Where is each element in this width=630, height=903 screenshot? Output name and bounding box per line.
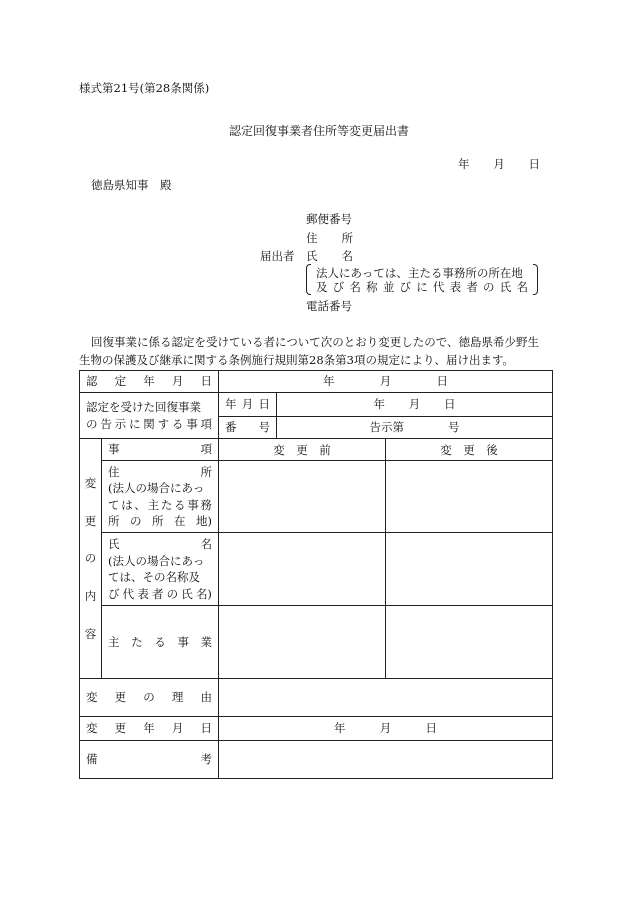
approval-date-label: 認 定 年 月 日 bbox=[80, 371, 219, 393]
change-content-label: 変 更 の 内 容 bbox=[80, 439, 102, 679]
change-reason-field[interactable] bbox=[219, 679, 553, 717]
postal-code-label: 郵便番号 bbox=[306, 212, 352, 226]
form-number: 様式第21号(第28条関係) bbox=[79, 81, 210, 95]
business-item-label: 主 た る 事 業 bbox=[102, 606, 219, 679]
change-reason-label: 変 更 の 理 由 bbox=[80, 679, 219, 717]
notifier-label: 届出者 bbox=[260, 249, 295, 263]
form-title: 認定回復事業者住所等変更届出書 bbox=[229, 124, 410, 138]
notice-number-label: 番 号 bbox=[219, 417, 277, 439]
phone-label: 電話番号 bbox=[306, 299, 352, 313]
business-after-field[interactable] bbox=[386, 606, 553, 679]
body-text-line2: 生物の保護及び継承に関する条例施行規則第28条第3項の規定により、届け出ます。 bbox=[79, 353, 515, 367]
notice-date-value[interactable]: 年 月 日 bbox=[277, 393, 553, 417]
notice-number-value[interactable]: 告示第 号 bbox=[277, 417, 553, 439]
remarks-field[interactable] bbox=[219, 741, 553, 779]
address-label: 住 所 bbox=[306, 231, 353, 245]
remarks-label: 備 考 bbox=[80, 741, 219, 779]
business-before-field[interactable] bbox=[219, 606, 386, 679]
notice-matters-label: 認定を受けた回復事業 の 告 示 に 関 す る 事 項 bbox=[80, 393, 219, 439]
body-text-line1: 回復事業に係る認定を受けている者について次のとおり変更したので、徳島県希少野生 bbox=[91, 335, 540, 349]
name-item-label: 氏 名 (法人の場合にあっ ては、その名称及 び 代 表 者 の 氏 名) bbox=[102, 533, 219, 606]
change-date-value[interactable]: 年 月 日 bbox=[219, 717, 553, 741]
before-header: 変 更 前 bbox=[219, 439, 386, 461]
change-date-label: 変 更 年 月 日 bbox=[80, 717, 219, 741]
notice-date-label: 年 月 日 bbox=[219, 393, 277, 417]
after-header: 変 更 後 bbox=[386, 439, 553, 461]
name-before-field[interactable] bbox=[219, 533, 386, 606]
name-label: 氏 名 bbox=[306, 249, 353, 263]
change-form-table bbox=[79, 370, 553, 779]
corporation-note: 法人にあっては、主たる事務所の所在地 及 び 名 称 並 び に 代 表 者 の 氏 名 bbox=[306, 264, 538, 295]
address-before-field[interactable] bbox=[219, 461, 386, 533]
name-after-field[interactable] bbox=[386, 533, 553, 606]
address-item-label: 住 所 (法人の場合にあっ て は 、 主 た る 事 務 所 の 所 在 地) bbox=[102, 461, 219, 533]
date-line: 年 月 日 bbox=[458, 157, 540, 171]
address-after-field[interactable] bbox=[386, 461, 553, 533]
addressee: 徳島県知事 殿 bbox=[91, 178, 172, 192]
item-header: 事 項 bbox=[102, 439, 219, 461]
approval-date-value[interactable]: 年 月 日 bbox=[219, 371, 553, 393]
